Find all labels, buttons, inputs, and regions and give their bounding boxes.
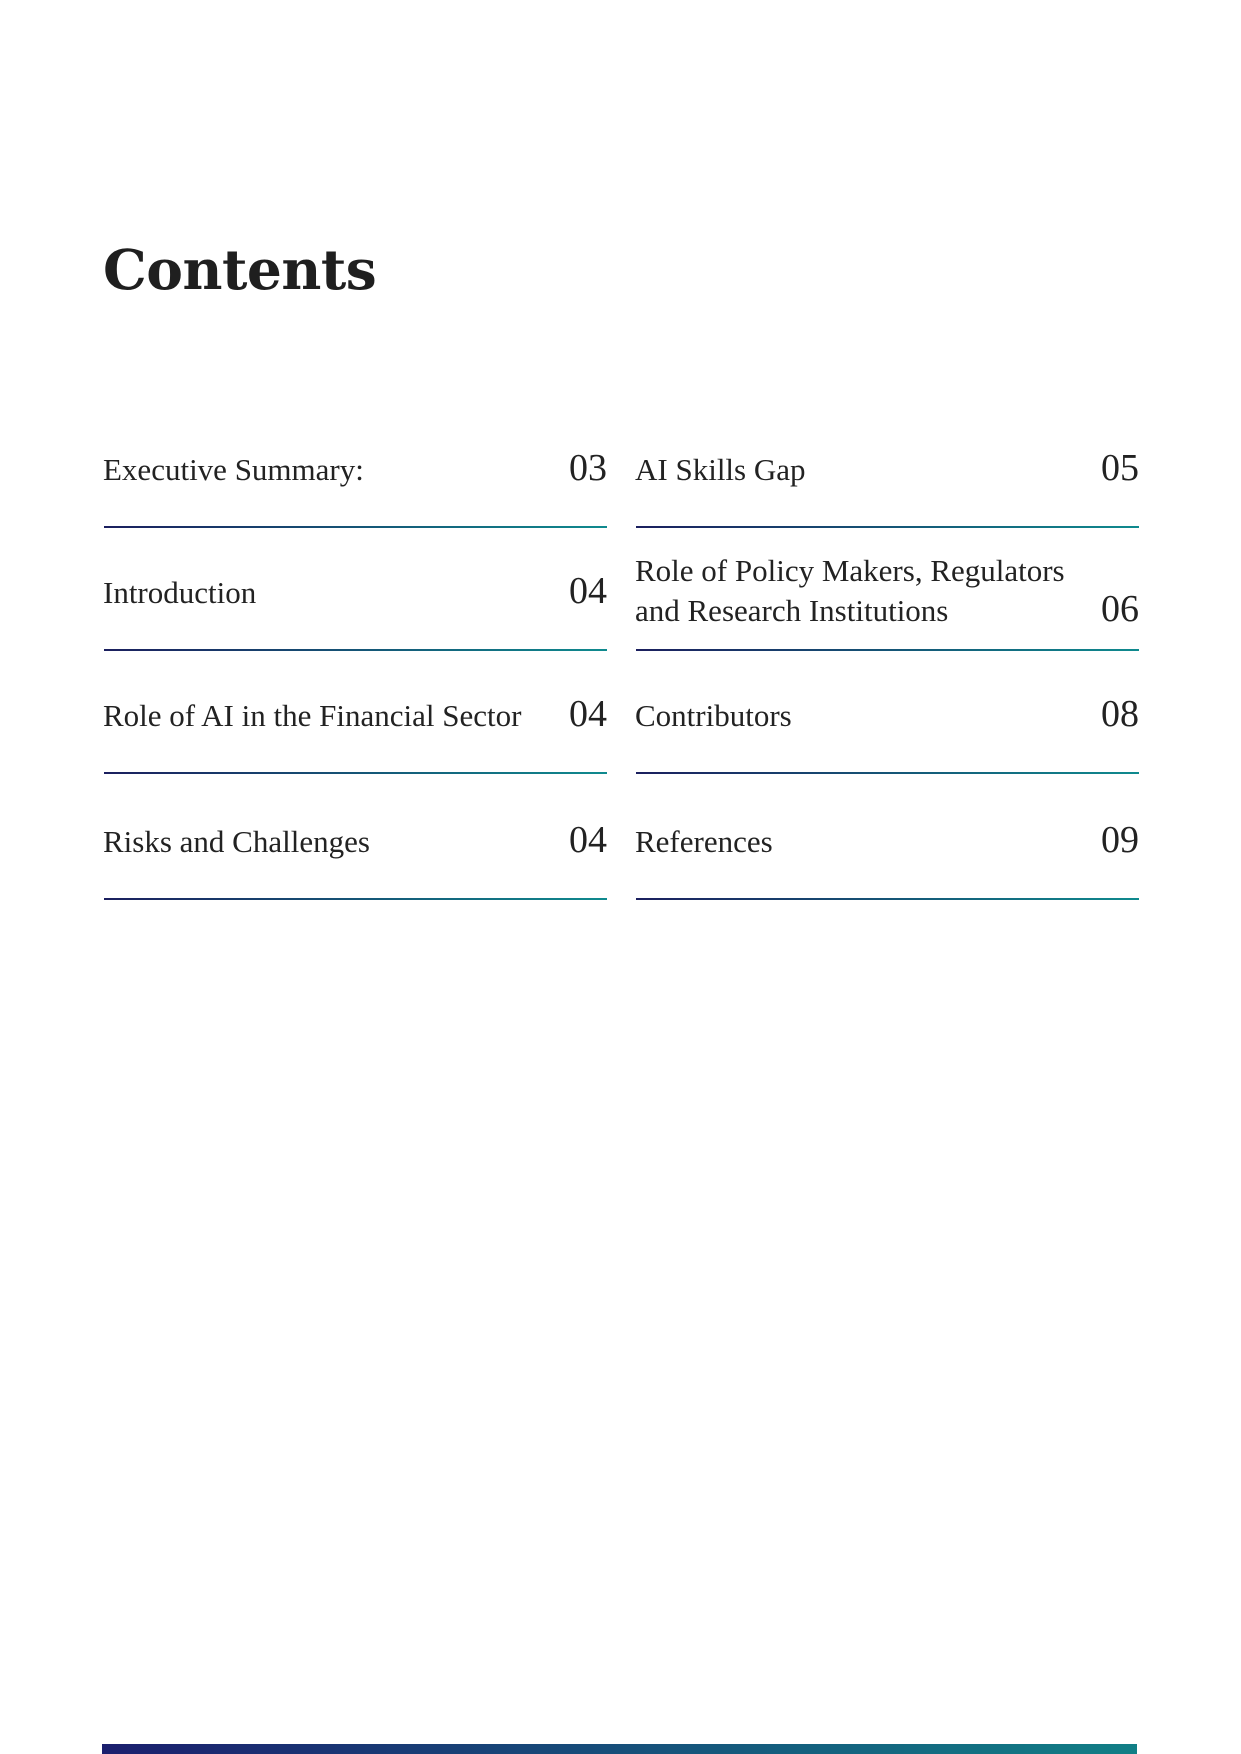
- toc-entry-label: Risks and Challenges: [103, 824, 370, 859]
- toc-entry-risks-and-challenges[interactable]: [104, 774, 607, 900]
- toc-entry-label: Role of Policy Makers, Regulators and Research Institutions: [635, 553, 1065, 628]
- toc-entry-label: AI Skills Gap: [635, 452, 806, 487]
- toc-entry-label: Introduction: [103, 575, 257, 610]
- toc-entry-page-number: 04: [569, 819, 607, 861]
- toc-entry-role-of-ai[interactable]: [104, 651, 607, 774]
- toc-entry-page-number: 08: [1101, 693, 1139, 735]
- toc-entry-executive-summary[interactable]: [104, 405, 607, 528]
- toc-entry-role-of-policy-makers[interactable]: [636, 528, 1139, 651]
- page-title: Contents: [103, 237, 377, 302]
- toc-divider: [104, 898, 607, 900]
- toc-column-right: [636, 405, 1139, 900]
- toc-entry-label: Role of AI in the Financial Sector: [103, 698, 522, 733]
- toc-entry-label: References: [635, 824, 773, 859]
- toc-entry-contributors[interactable]: [636, 651, 1139, 774]
- toc-entry-introduction[interactable]: [104, 528, 607, 651]
- toc-divider: [636, 898, 1139, 900]
- toc-entry-page-number: 05: [1101, 447, 1139, 489]
- toc-entry-page-number: 03: [569, 447, 607, 489]
- toc-column-left: [104, 405, 607, 900]
- toc-entry-references[interactable]: [636, 774, 1139, 900]
- toc-entry-label: Executive Summary:: [103, 452, 364, 487]
- toc-entry-page-number: 06: [1101, 588, 1139, 630]
- toc-entry-page-number: 04: [569, 570, 607, 612]
- toc-entry-page-number: 04: [569, 693, 607, 735]
- footer-gradient-bar: [102, 1744, 1137, 1754]
- toc-entry-label: Contributors: [635, 698, 792, 733]
- toc-entry-page-number: 09: [1101, 819, 1139, 861]
- toc-entry-ai-skills-gap[interactable]: [636, 405, 1139, 528]
